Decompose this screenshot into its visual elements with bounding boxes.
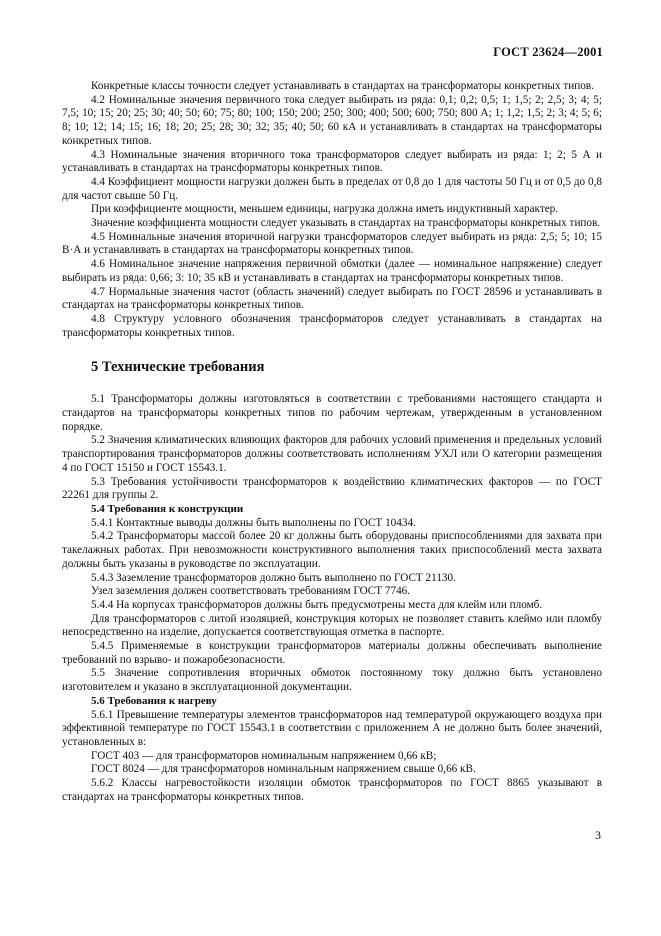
paragraph-5-4-3: 5.4.3 Заземление трансформаторов должно быть выполнено по ГОСТ 21130. — [91, 571, 456, 584]
paragraph-4-2: 4.2 Номинальные значения первичного тока следует выбирать из ряда: 0,1; 0,2; 0,5; 1; 1,5; 2; 2,5; 3; 4; 5; 7,5; 10; 15; 20; 25; 30; 40; 50; 60; 75; 80; 100; 150; 200; 250; 300; 400; 500; 600; 750; 800 А; 1; 1,2; 1,5; 2; 3; 4; 5; 6; 8; 10; 12; 14; 15; 16; 18; 20; 25; 28; 30; 32; 35; 40; 50; 60 кА и устанавливать в стандартах на трансформаторы конкретных типов. — [62, 93, 602, 147]
paragraph-5-4-1: 5.4.1 Контактные выводы должны быть выполнены по ГОСТ 10434. — [91, 516, 416, 529]
paragraph-5-2: 5.2 Значения климатических влияющих факторов для рабочих условий применения и предельных условий транспортирования трансформаторов должны соответствовать исполнениям УХЛ или О категории размещения 4 по ГОСТ 15150 и ГОСТ 15543.1. — [62, 434, 602, 474]
paragraph-5-6-1: 5.6.1 Превышение температуры элементов трансформаторов над температурой окружающего воздуха при эффективной температуре по ГОСТ 15543.1 в соответствии с приложением А не должно быть более значений, установленных в: — [62, 708, 602, 748]
paragraph-4-4: 4.4 Коэффициент мощности нагрузки должен быть в пределах от 0,8 до 1 для частоты 50 Гц и от 0,5 до 0,8 для частот свыше 50 Гц. — [62, 175, 602, 202]
paragraph-5-5: 5.5 Значение сопротивления вторичных обмоток постоянному току должно быть установлено изготовителем и указано в эксплуатационной документации. — [62, 667, 602, 694]
paragraph-5-3: 5.3 Требования устойчивости трансформаторов к воздействию климатических факторов — по ГОСТ 22261 для группы 2. — [62, 475, 602, 502]
paragraph-4-8: 4.8 Структуру условного обозначения трансформаторов следует устанавливать в стандартах на трансформаторы конкретных типов. — [62, 312, 602, 339]
section-5-title: 5 Технические требования — [91, 359, 265, 376]
subheading-5-4: 5.4 Требования к конструкции — [91, 502, 244, 515]
paragraph-5-4-4-cast-insulation: Для трансформаторов с литой изоляцией, конструкция которых не позволяет ставить клеймо или пломбу непосредственно на изделие, допускается соответствующая отметка в паспорте. — [62, 612, 602, 639]
page-number: 3 — [595, 828, 601, 842]
subheading-5-6: 5.6 Требования к нагреву — [91, 694, 217, 707]
document-code-header: ГОСТ 23624—2001 — [493, 45, 603, 59]
paragraph-5-6-1-gost-8024: ГОСТ 8024 — для трансформаторов номинальным напряжением свыше 0,66 кВ. — [91, 763, 476, 776]
paragraph-5-6-1-gost-403: ГОСТ 403 — для трансформаторов номинальным напряжением 0,66 кВ; — [91, 749, 437, 762]
paragraph-accuracy-classes: Конкретные классы точности следует устанавливать в стандартах на трансформаторы конкретных типов. — [91, 80, 594, 92]
document-body — [62, 80, 602, 804]
paragraph-4-6: 4.6 Номинальное значение напряжения первичной обмотки (далее — номинальное напряжение) следует выбирать из ряда: 0,66; 3: 10; 35 кВ и устанавливать в стандартах на трансформаторы конкретных типов. — [62, 258, 602, 284]
paragraph-5-4-3-grounding: Узел заземления должен соответствовать требованиям ГОСТ 7746. — [91, 585, 411, 598]
paragraph-power-factor-standard: Значение коэффициента мощности следует указывать в стандартах на трансформаторы конкретных типов. — [91, 217, 601, 230]
paragraph-power-factor-note: При коэффициенте мощности, меньшем единицы, нагрузка должна иметь индуктивный характер. — [91, 203, 559, 216]
paragraph-4-3: 4.3 Номинальные значения вторичного тока трансформаторов следует выбирать из ряда: 1; 2; 5 А и устанавливать в стандартах на трансформаторы конкретных типов. — [62, 148, 602, 175]
paragraph-5-4-4: 5.4.4 На корпусах трансформаторов должны быть предусмотрены места для клейм или пломб. — [91, 598, 543, 611]
paragraph-5-4-2: 5.4.2 Трансформаторы массой более 20 кг должны быть оборудованы приспособлениями для захвата при такелажных работах. При невозможности конструктивного выполнения таких приспособлений места захвата должны быть указаны в руководстве по эксплуатации. — [62, 530, 602, 570]
paragraph-5-4-5: 5.4.5 Применяемые в конструкции трансформаторов материалы должны обеспечивать выполнение требований по взрыво- и пожаробезопасности. — [62, 640, 602, 666]
paragraph-4-7: 4.7 Нормальные значения частот (область значений) следует выбирать по ГОСТ 28596 и устанавливать в стандартах на трансформаторы конкретных типов. — [62, 285, 602, 312]
paragraph-4-5: 4.5 Номинальные значения вторичной нагрузки трансформаторов следует выбирать из ряда: 2,5; 5; 10; 15 В·А и устанавливать в стандартах на трансформаторы конкретных типов. — [62, 230, 602, 257]
paragraph-5-1: 5.1 Трансформаторы должны изготовляться в соответствии с требованиями настоящего стандарта и стандартов на трансформаторы конкретных типов по рабочим чертежам, утвержденным в установленном порядке. — [62, 393, 602, 433]
paragraph-5-6-2: 5.6.2 Классы нагревостойкости изоляции обмоток трансформаторов по ГОСТ 8865 указывают в стандартах на трансформаторы конкретных типов. — [62, 777, 602, 803]
